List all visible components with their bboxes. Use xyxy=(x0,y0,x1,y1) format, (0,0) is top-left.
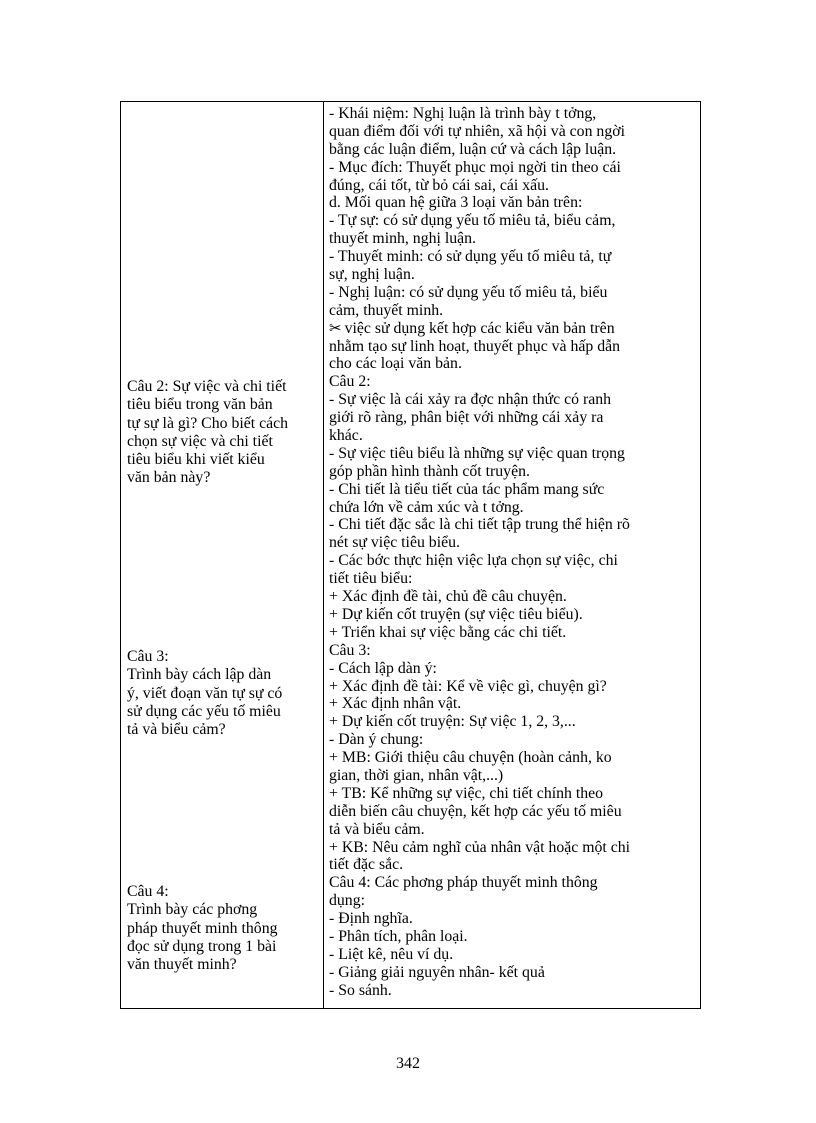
answer-line-text: - Giảng giải nguyên nhân- kết quả xyxy=(329,963,545,981)
answer-line-text: - Các bớc thực hiện việc lựa chọn sự việc, chi xyxy=(329,552,618,570)
answer-line-text: + Xác định đề tài: Kể về việc gì, chuyện gì? xyxy=(329,677,607,695)
answer-line-text: + Dự kiến cốt truyện: Sự việc 1, 2, 3,... xyxy=(329,713,576,731)
answer-line xyxy=(329,177,698,195)
answer-line xyxy=(329,695,698,713)
question-line: pháp thuyết minh thông xyxy=(127,919,278,937)
question-column xyxy=(121,102,323,1008)
answer-line xyxy=(329,445,698,463)
answer-line-text: đúng, cái tốt, từ bỏ cái sai, cái xấu. xyxy=(329,176,549,194)
question-2 xyxy=(127,378,317,488)
page-number: 342 xyxy=(396,1055,420,1072)
answer-line-text: giới rõ ràng, phân biệt với những cái xảy ra xyxy=(329,409,604,427)
question-line: đọc sử dụng trong 1 bài xyxy=(127,937,277,955)
answer-line xyxy=(329,588,698,606)
answer-line xyxy=(329,642,698,660)
question-3 xyxy=(127,648,317,739)
question-line: chọn sự việc và chi tiết xyxy=(127,432,273,450)
answer-line-text: d. Mối quan hệ giữa 3 loại văn bản trên: xyxy=(329,194,583,212)
answer-line-text: thuyết minh, nghị luận. xyxy=(329,230,476,248)
answer-line-text: Câu 2: xyxy=(329,373,371,391)
answer-line xyxy=(329,946,698,964)
question-line: ý, viết đoạn văn tự sự có xyxy=(127,684,283,702)
answer-line-text: + Xác định nhân vật. xyxy=(329,695,462,713)
answer-line-text: - Khái niệm: Nghị luận là trình bày t tởng, xyxy=(329,105,597,122)
answer-line-text: + Xác định đề tài, chủ đề câu chuyện. xyxy=(329,588,567,606)
answer-line-text: chứa lớn về cảm xúc và t tởng. xyxy=(329,498,524,516)
answer-line xyxy=(329,606,698,624)
answer-line xyxy=(329,516,698,534)
answer-line-text: cảm, thuyết minh. xyxy=(329,301,444,319)
answer-line-text: - So sánh. xyxy=(329,981,392,999)
answer-line xyxy=(329,821,698,839)
answer-line xyxy=(329,856,698,874)
answer-line xyxy=(329,731,698,749)
answer-line xyxy=(329,678,698,696)
question-line: tự sự là gì? Cho biết cách xyxy=(127,414,289,432)
answer-line-text: - Mục đích: Thuyết phục mọi ngời tin theo cái xyxy=(329,158,621,176)
answer-line xyxy=(329,785,698,803)
answer-line-text: Câu 3: xyxy=(329,641,371,659)
answer-line xyxy=(329,499,698,517)
answer-line xyxy=(329,266,698,284)
answer-line xyxy=(329,338,698,356)
answer-line xyxy=(329,355,698,373)
answer-line xyxy=(329,713,698,731)
answer-text xyxy=(329,105,698,1000)
answer-line-text: - Chi tiết đặc sắc là chi tiết tập trung thể hiện rõ xyxy=(329,516,630,534)
answer-line xyxy=(329,427,698,445)
answer-line xyxy=(329,892,698,910)
answer-line-text: + KB: Nêu cảm nghĩ của nhân vật hoặc một chi xyxy=(329,838,631,856)
answer-line xyxy=(329,409,698,427)
answer-line xyxy=(329,928,698,946)
answer-line-text: - Thuyết minh: có sử dụng yếu tố miêu tả, tự xyxy=(329,248,612,266)
answer-line xyxy=(329,230,698,248)
answer-line xyxy=(329,320,698,338)
answer-line-text: bằng các luận điểm, luận cứ và cách lập luận. xyxy=(329,140,617,158)
answer-line xyxy=(329,534,698,552)
answer-line xyxy=(329,123,698,141)
answer-line-text: góp phần hình thành cốt truyện. xyxy=(329,462,530,480)
answer-line xyxy=(329,373,698,391)
answer-line xyxy=(329,570,698,588)
answer-line-text: khác. xyxy=(329,427,363,445)
question-line: Câu 2: Sự việc và chi tiết xyxy=(127,378,287,395)
question-line: sử dụng các yếu tố miêu xyxy=(127,702,281,720)
answer-line xyxy=(329,248,698,266)
answer-line xyxy=(329,463,698,481)
answer-line-text: Câu 4: Các phơng pháp thuyết minh thông xyxy=(329,874,598,892)
answer-line-text: diễn biến câu chuyện, kết hợp các yếu tố miêu xyxy=(329,802,622,820)
question-line: văn bản này? xyxy=(127,469,211,487)
answer-line-text: - Sự việc tiêu biểu là những sự việc quan trọng xyxy=(329,444,625,462)
answer-line-text: - Định nghĩa. xyxy=(329,910,413,928)
answer-line-text: - Liệt kê, nêu ví dụ. xyxy=(329,945,454,963)
answer-line-text: dụng: xyxy=(329,892,365,910)
question-line: tiêu biểu khi viết kiểu xyxy=(127,451,265,469)
answer-line-text: tiết tiêu biểu: xyxy=(329,570,413,588)
question-4 xyxy=(127,883,317,974)
answer-line-text: + TB: Kể những sự việc, chi tiết chính theo xyxy=(329,784,604,802)
question-line: Câu 4: xyxy=(127,883,169,900)
answer-line xyxy=(329,660,698,678)
answer-line xyxy=(329,284,698,302)
answer-line-text: - Nghị luận: có sử dụng yếu tố miêu tả, biểu xyxy=(329,283,608,301)
answer-line-text: + MB: Giới thiệu câu chuyện (hoàn cảnh, ko xyxy=(329,749,612,767)
answer-line xyxy=(329,910,698,928)
answer-line xyxy=(329,964,698,982)
answer-line-text: - Chi tiết là tiểu tiết của tác phẩm mang sức xyxy=(329,480,605,498)
answer-line xyxy=(329,803,698,821)
answer-line-text: + Triển khai sự việc bằng các chi tiết. xyxy=(329,623,567,641)
question-line: Trình bày cách lập dàn xyxy=(127,666,272,684)
question-line: Câu 3: xyxy=(127,648,169,665)
answer-line-text: tiết đặc sắc. xyxy=(329,856,404,874)
answer-line xyxy=(329,552,698,570)
answer-line-text: + Dự kiến cốt truyện (sự việc tiêu biểu). xyxy=(329,605,583,623)
answer-line xyxy=(329,105,698,123)
answer-line xyxy=(329,982,698,1000)
answer-line xyxy=(329,874,698,892)
answer-line xyxy=(329,212,698,230)
answer-column xyxy=(324,102,700,1008)
answer-line xyxy=(329,159,698,177)
answer-line xyxy=(329,302,698,320)
answer-line-text: việc sử dụng kết hợp các kiểu văn bản trên xyxy=(344,319,615,337)
answer-line-text: nét sự việc tiêu biểu. xyxy=(329,534,460,552)
scissors-icon: ✂ xyxy=(329,318,342,337)
answer-line-text: cho các loại văn bản. xyxy=(329,355,462,373)
answer-line-text: sự, nghị luận. xyxy=(329,266,415,284)
answer-line xyxy=(329,749,698,767)
answer-line-text: - Sự việc là cái xảy ra đợc nhận thức có ranh xyxy=(329,391,612,409)
question-line: tả và biểu cảm? xyxy=(127,721,226,739)
answer-line-text: - Phân tích, phân loại. xyxy=(329,927,468,945)
question-line: Trình bày các phơng xyxy=(127,901,258,919)
answer-line-text: gian, thời gian, nhân vật,...) xyxy=(329,766,504,784)
answer-line-text: tả và biểu cảm. xyxy=(329,820,425,838)
answer-line xyxy=(329,624,698,642)
answer-line xyxy=(329,839,698,857)
answer-line xyxy=(329,391,698,409)
answer-line xyxy=(329,481,698,499)
answer-line xyxy=(329,194,698,212)
answer-line-text: - Tự sự: có sử dụng yếu tố miêu tả, biểu cảm, xyxy=(329,212,616,230)
answer-line-text: - Dàn ý chung: xyxy=(329,731,424,749)
answer-line-text: - Cách lập dàn ý: xyxy=(329,659,437,677)
question-line: tiêu biểu trong văn bản xyxy=(127,396,273,414)
question-line: văn thuyết minh? xyxy=(127,956,237,974)
answer-line xyxy=(329,767,698,785)
answer-line-text: quan điểm đối với tự nhiên, xã hội và con ngời xyxy=(329,122,625,140)
answer-line-text: nhằm tạo sự linh hoạt, thuyết phục và hấp dẫn xyxy=(329,337,621,355)
answer-line xyxy=(329,141,698,159)
content-table xyxy=(120,101,701,1009)
